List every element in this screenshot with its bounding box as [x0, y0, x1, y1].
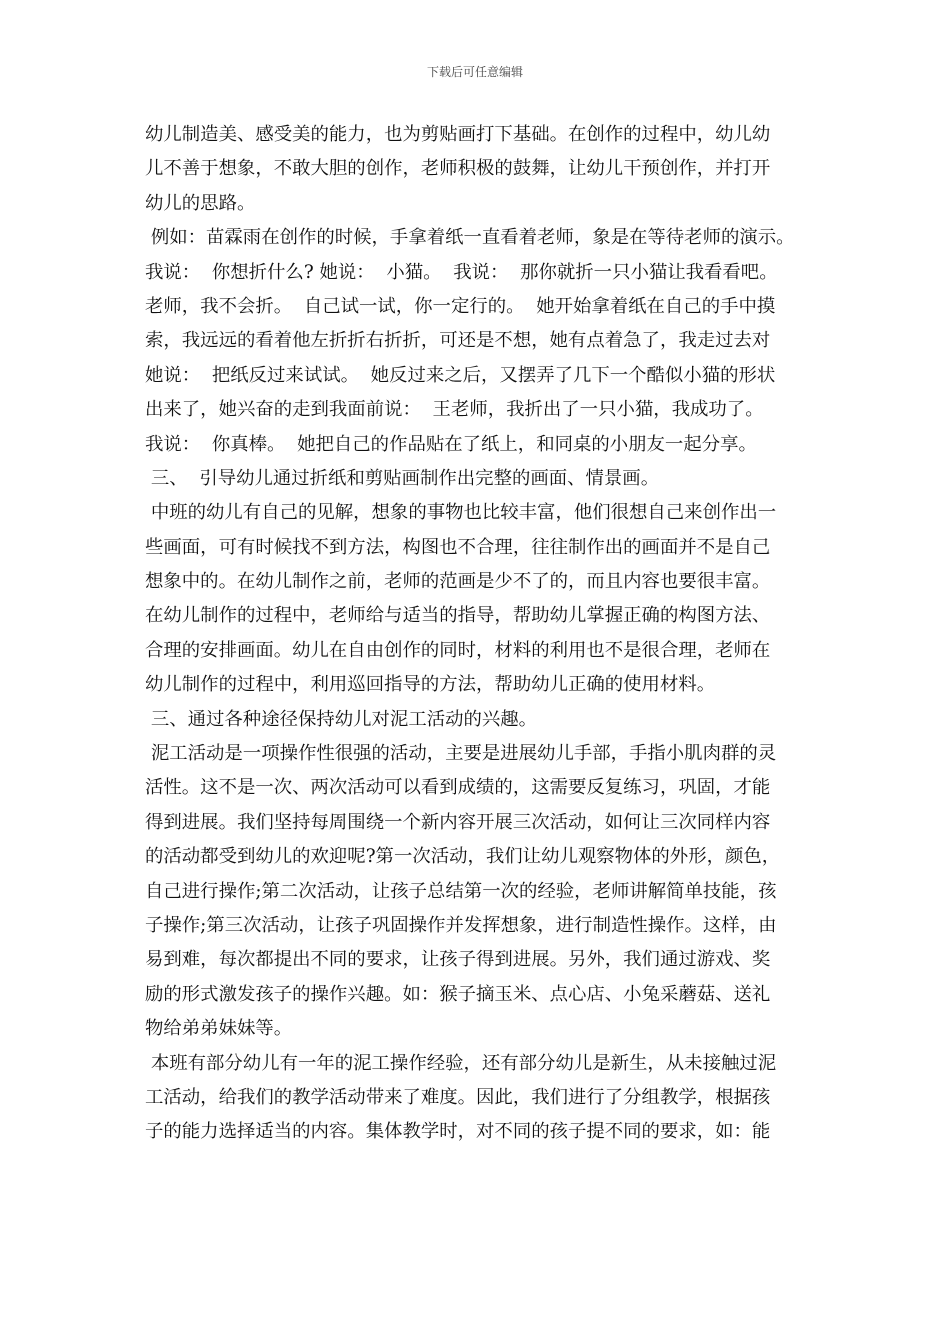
text-line: 活性。这不是一次、两次活动可以看到成绩的，这需要反复练习，巩固，才能 — [145, 777, 771, 799]
text-line: 儿不善于想象，不敢大胆的创作，老师积极的鼓舞，让幼儿干预创作，并打开 — [145, 158, 771, 180]
text-line: 些画面，可有时候找不到方法，构图也不合理，往往制作出的画面并不是自己 — [145, 536, 771, 558]
text-line: 她说： 把纸反过来试试。 她反过来之后，又摆弄了几下一个酷似小猫的形状 — [145, 364, 776, 386]
text-line: 幼儿制造美、感受美的能力，也为剪贴画打下基础。在创作的过程中，幼儿幼 — [145, 124, 771, 145]
text-line: 的活动都受到幼儿的欢迎呢?第一次活动，我们让幼儿观察物体的外形，颜色， — [145, 846, 781, 868]
text-line: 子的能力选择适当的内容。集体教学时，对不同的孩子提不同的要求，如：能 — [145, 1121, 771, 1143]
text-line: 例如：苗霖雨在创作的时候，手拿着纸一直看着老师，象是在等待老师的演示。 — [145, 227, 795, 249]
text-line: 自己进行操作;第二次活动，让孩子总结第一次的经验，老师讲解简单技能，孩 — [145, 880, 777, 902]
text-line: 幼儿的思路。 — [145, 192, 256, 214]
text-line: 中班的幼儿有自己的见解，想象的事物也比较丰富，他们很想自己来创作出一 — [145, 502, 777, 524]
text-line: 我说： 你真棒。 她把自己的作品贴在了纸上，和同桌的小朋友一起分享。 — [145, 433, 757, 455]
text-line: 得到进展。我们坚持每周围绕一个新内容开展三次活动，如何让三次同样内容 — [145, 811, 771, 833]
text-line: 子操作;第三次活动，让孩子巩固操作并发挥想象，进行制造性操作。这样，由 — [145, 914, 777, 936]
section-heading: 三、通过各种途径保持幼儿对泥工活动的兴趣。 — [145, 708, 538, 730]
section-heading: 三、 引导幼儿通过折纸和剪贴画制作出完整的画面、情景画。 — [145, 467, 660, 489]
text-line: 想象中的。在幼儿制作之前，老师的范画是少不了的，而且内容也要很丰富。 — [145, 571, 771, 593]
text-line: 合理的安排画面。幼儿在自由创作的同时，材料的利用也不是很合理，老师在 — [145, 639, 771, 661]
text-line: 工活动，给我们的教学活动带来了难度。因此，我们进行了分组教学，根据孩 — [145, 1086, 771, 1108]
text-line: 我说： 你想折什么? 她说： 小猫。 我说： 那你就折一只小猫让我看看吧。 — [145, 261, 778, 283]
document-body — [145, 118, 815, 1150]
text-line: 索，我远远的看着他左折折右折折，可还是不想，她有点着急了，我走过去对 — [145, 330, 771, 352]
text-line: 易到难，每次都提出不同的要求，让孩子得到进展。另外，我们通过游戏、奖 — [145, 949, 771, 971]
text-line: 励的形式激发孩子的操作兴趣。如：猴子摘玉米、点心店、小兔采蘑菇、送礼 — [145, 983, 771, 1005]
text-line: 物给弟弟妹妹等。 — [145, 1018, 293, 1040]
text-line: 出来了，她兴奋的走到我面前说： 王老师，我折出了一只小猫，我成功了。 — [145, 399, 764, 421]
text-line: 本班有部分幼儿有一年的泥工操作经验，还有部分幼儿是新生，从未接触过泥 — [145, 1052, 777, 1074]
text-line: 老师，我不会折。 自己试一试，你一定行的。 她开始拿着纸在自己的手中摸 — [145, 295, 776, 317]
text-line: 幼儿制作的过程中，利用巡回指导的方法，帮助幼儿正确的使用材料。 — [145, 674, 716, 696]
text-line: 在幼儿制作的过程中，老师给与适当的指导，帮助幼儿掌握正确的构图方法、 — [145, 605, 771, 627]
text-line: 泥工活动是一项操作性很强的活动，主要是进展幼儿手部，手指小肌肉群的灵 — [145, 743, 777, 765]
page-header: 下载后可任意编辑 — [426, 65, 523, 79]
